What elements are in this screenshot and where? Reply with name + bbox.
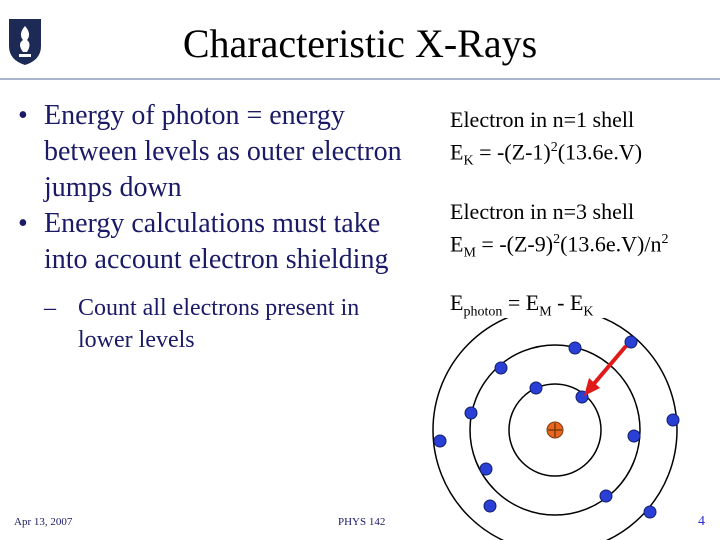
m-shell-block bbox=[450, 198, 710, 268]
photon-energy-equation: $E_{photon} = E_M - E_K$ bbox=[450, 290, 594, 320]
bullet-icon: • bbox=[18, 208, 28, 239]
atom-shell-diagram bbox=[420, 318, 690, 540]
electron-icon bbox=[434, 435, 446, 447]
m-shell-label: Electron in n=3 shell bbox=[450, 198, 635, 224]
electron-icon bbox=[625, 336, 637, 348]
bullet-list bbox=[18, 98, 418, 356]
k-shell-equation: $E_K = -(Z-1)^2(13.6e.V)$ bbox=[450, 139, 643, 169]
electron-icon bbox=[495, 362, 507, 374]
electron-icon bbox=[484, 500, 496, 512]
page-number: 4 bbox=[698, 514, 705, 529]
k-shell-label: Electron in n=1 shell bbox=[450, 107, 635, 132]
electron-icon bbox=[667, 414, 679, 426]
title-divider bbox=[0, 78, 720, 80]
electron-icon bbox=[530, 382, 542, 394]
bullet-item bbox=[18, 206, 418, 278]
m-shell-equation: $E_M = -(Z-9)^2(13.6e.V)/n^2$ bbox=[450, 231, 669, 261]
footer-date: Apr 13, 2007 bbox=[14, 516, 73, 528]
bullet-text: Energy calculations must take into account electron shielding bbox=[44, 208, 389, 275]
electron-icon bbox=[569, 342, 581, 354]
slide-title: Characteristic X-Rays bbox=[182, 21, 538, 66]
dash-icon: – bbox=[44, 295, 56, 321]
electron-icon bbox=[628, 430, 640, 442]
bullet-icon: • bbox=[18, 100, 28, 131]
bullet-item bbox=[18, 98, 418, 206]
university-logo-icon bbox=[6, 16, 44, 66]
bullet-text: Energy of photon = energy between levels as outer electron jumps down bbox=[44, 100, 402, 203]
sub-bullet-text: Count all electrons present in lower levels bbox=[78, 295, 360, 353]
energy-equations bbox=[450, 106, 710, 349]
electron-icon bbox=[600, 490, 612, 502]
electron-icon bbox=[465, 407, 477, 419]
footer-course: PHYS 142 bbox=[338, 516, 386, 528]
electron-icon bbox=[644, 506, 656, 518]
sub-bullet-item bbox=[18, 292, 418, 356]
electron-icon bbox=[480, 463, 492, 475]
k-shell-block bbox=[450, 106, 710, 176]
